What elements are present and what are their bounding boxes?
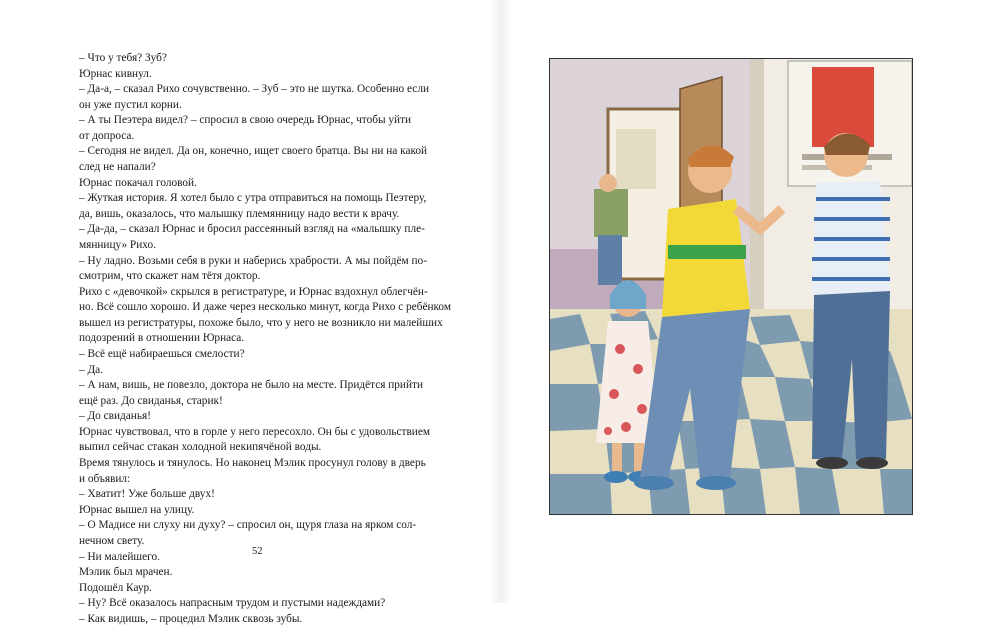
text-line: – Да-а, – сказал Рихо сочувственно. – Зуб – это не шутка. Особенно если <box>79 83 430 96</box>
text-line: да, вишь, оказалось, что малышку племянницу надо вести к врачу. <box>79 207 400 220</box>
text-line: – Ни малейшего. <box>79 550 160 563</box>
text-line: – А нам, вишь, не повезло, доктора не было на месте. Придётся прийти <box>79 379 424 392</box>
text-line: подозрений в отношении Юрнаса. <box>79 332 245 345</box>
text-line: – Всё ещё набираешься смелости? <box>79 347 245 360</box>
text-line: Юрнас покачал головой. <box>79 176 197 189</box>
text-line: он уже пустил корни. <box>79 98 182 111</box>
illustration-drawing <box>550 59 912 514</box>
text-line: вышел из регистратуры, похоже было, что у него не возникло ни малейших <box>79 316 443 329</box>
wall-corner <box>750 59 764 349</box>
text-line: выпил сейчас стакан холодной некипячёной воды. <box>79 441 322 454</box>
text-line: Время тянулось и тянулось. Но наконец Мэлик просунул голову в дверь <box>79 457 426 470</box>
text-line: Рихо с «девочкой» скрылся в регистратуре, и Юрнас вздохнул облегчён- <box>79 285 428 298</box>
text-line: – Ну ладно. Возьми себя в руки и наберись храбрости. А мы пойдём по- <box>79 254 427 267</box>
text-line: Мэлик был мрачен. <box>79 566 173 579</box>
text-line: Юрнас кивнул. <box>79 67 152 80</box>
text-line: мянницу» Рихо. <box>79 238 156 251</box>
text-line: – Да-да, – сказал Юрнас и бросил рассеянный взгляд на «малышку пле- <box>79 223 425 236</box>
text-line: Подошёл Каур. <box>79 581 152 594</box>
text-line: – Хватит! Уже больше двух! <box>79 488 215 501</box>
text-line: и объявил: <box>79 472 131 485</box>
text-line: смотрим, что скажет нам тётя доктор. <box>79 270 261 283</box>
text-line: – До свиданья! <box>79 410 151 423</box>
text-line: Юрнас вышел на улицу. <box>79 503 195 516</box>
body-text <box>79 51 451 627</box>
text-line: ещё раз. До свиданья, старик! <box>79 394 223 407</box>
text-line: – Сегодня не видел. Да он, конечно, ищет своего братца. Вы ни на какой <box>79 145 428 158</box>
text-line: – Что у тебя? Зуб? <box>79 52 167 64</box>
page-number: 52 <box>252 546 263 557</box>
text-line: – Да. <box>79 363 104 376</box>
text-line: – Жуткая история. Я хотел было с утра отправиться на помощь Пеэтеру, <box>79 192 427 205</box>
illustration <box>549 58 913 515</box>
text-line: нечном свету. <box>79 534 145 547</box>
text-line: от допроса. <box>79 129 135 142</box>
text-line: – А ты Пеэтера видел? – спросил в свою очередь Юрнас, чтобы уйти <box>79 114 412 127</box>
text-line: – О Мадисе ни слуху ни духу? – спросил он, щуря глаза на ярком сол- <box>79 519 417 532</box>
left-page <box>0 0 500 625</box>
text-line: – Как видишь, – процедил Мэлик сквозь зубы. <box>79 612 303 625</box>
text-line: след не напали? <box>79 161 156 174</box>
text-line: – Ну? Всё оказалось напрасным трудом и пустыми надеждами? <box>79 597 386 610</box>
text-line: но. Всё сошло хорошо. И даже через несколько минут, когда Рихо с ребёнком <box>79 301 451 314</box>
text-line: Юрнас чувствовал, что в горле у него пересохло. Он бы с удовольствием <box>79 425 430 438</box>
door-window <box>616 129 656 189</box>
